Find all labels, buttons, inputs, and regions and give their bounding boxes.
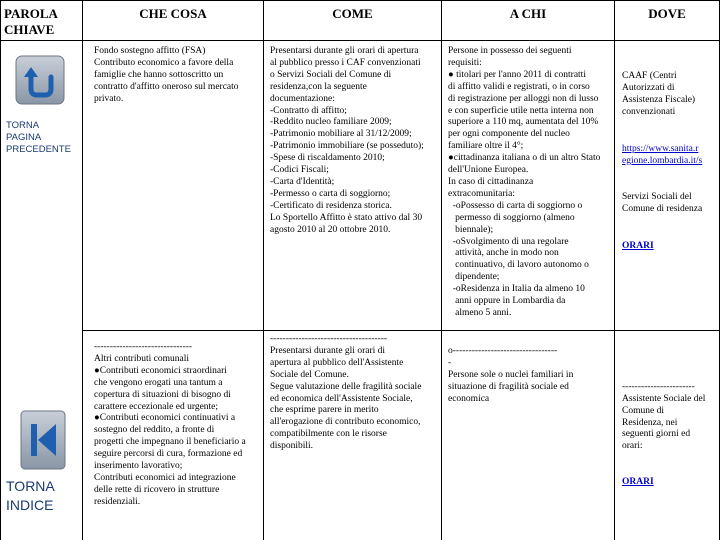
- orari-link-1[interactable]: ORARI: [622, 240, 654, 251]
- row2-dove: [622, 358, 718, 501]
- index-label[interactable]: TORNA INDICE: [6, 478, 55, 513]
- grid-line: [0, 0, 1, 540]
- row2-dove-text: ----------------------- Assistente Sociale del Comune di Residenza, nei seguenti giorni ed orari:: [622, 381, 706, 452]
- first-page-icon: [20, 410, 66, 470]
- grid-line: [441, 0, 442, 540]
- header-parola-chiave: PAROLA CHIAVE: [4, 6, 58, 37]
- grid-line: [0, 40, 720, 41]
- row1-come: Presentarsi durante gli orari di apertura al pubblico presso i CAF convenzionati o Servizi Sociali del Comune di residenza,con la seguente documentazione: -Contratto di affitto; -Reddito nucleo familiare 2009; -Patrimonio mobiliare al 31/12/2009; -Patrimonio immobiliare (se posseduto); -Spese di riscaldamento 2010; -Codici Fiscali; -Carta d'Identità; -Permesso o carta di soggiorno; -Certificato di residenza storica. Lo Sportello Affitto è stato attivo dal 30 agosto 2010 al 20 ottobre 2010.: [270, 46, 424, 235]
- index-button[interactable]: [20, 410, 66, 470]
- header-a-chi: A CHI: [509, 6, 547, 21]
- grid-line: [82, 0, 83, 540]
- back-label[interactable]: TORNA PAGINA PRECEDENTE: [6, 120, 71, 155]
- orari-link-2[interactable]: ORARI: [622, 477, 654, 488]
- header-come: COME: [332, 6, 373, 21]
- sanita-link[interactable]: https://www.sanita.r egione.lombardia.it/s: [622, 143, 703, 166]
- header-dove: DOVE: [648, 6, 686, 21]
- row2-a-chi: o--------------------------------- - Persone sole o nuclei familiari in situazione di fragilità sociale ed economica: [448, 346, 574, 404]
- back-arrow-icon: [15, 55, 65, 105]
- row2-che-cosa: ------------------------------- Altri contributi comunali ●Contributi economici straordinari che vengono erogati una tantum a copertura di situazioni di bisogno di carattere eccezionale ed urgente; ●Contributi economici continuativi a sostegno del reddito, a fronte di progetti che impegnano il beneficiario a seguire percorsi di cura, formazione ed inserimento lavorativo; Contributi economici ad integrazione delle rette di ricovero in strutture residenziali.: [94, 342, 246, 507]
- row1-dove: [622, 46, 718, 264]
- grid-line: [263, 0, 264, 540]
- grid-line: [82, 330, 720, 331]
- row1-dove-servizi: Servizi Sociali del Comune di residenza: [622, 192, 703, 215]
- grid-line: [0, 0, 720, 1]
- row1-dove-caaf: CAAF (Centri Autorizzati di Assistenza Fiscale) convenzionati: [622, 71, 696, 118]
- row1-a-chi: Persone in possesso dei seguenti requisiti: ● titolari per l'anno 2011 di contratti di affitto validi e registrati, o in corso di registrazione per alloggi non di lusso e con superficie utile netta interna non superiore a 110 mq, aumentata del 10% per ogni componente del nucleo familiare oltre il 4°; ●cittadinanza italiana o di un altro Stato dell'Unione Europea. In caso di cittadinanza extracomunitaria: -oPossesso di carta di soggiorno o permesso di soggiorno (almeno biennale); -oSvolgimento di una regolare attività, anche in modo non continuativo, di lavoro autonomo o dipendente; -oResidenza in Italia da almeno 10 anni oppure in Lombardia da almeno 5 anni.: [448, 46, 601, 318]
- row1-che-cosa: Fondo sostegno affitto (FSA) Contributo economico a favore della famiglie che hanno sottoscritto un contratto d'affitto oneroso sul mercato privato.: [94, 46, 239, 104]
- header-che-cosa: CHE COSA: [139, 6, 207, 21]
- grid-line: [614, 0, 615, 540]
- row2-come: ------------------------------------- Presentarsi durante gli orari di apertura al pubblico dell'Assistente Sociale del Comune. Segue valutazione delle fragilità sociale ed economica dell'Assistente Sociale, che esprime parere in merito all'erogazione di contributo economico, compatibilmente con le risorse disponibili.: [270, 334, 422, 452]
- back-button[interactable]: [15, 55, 65, 105]
